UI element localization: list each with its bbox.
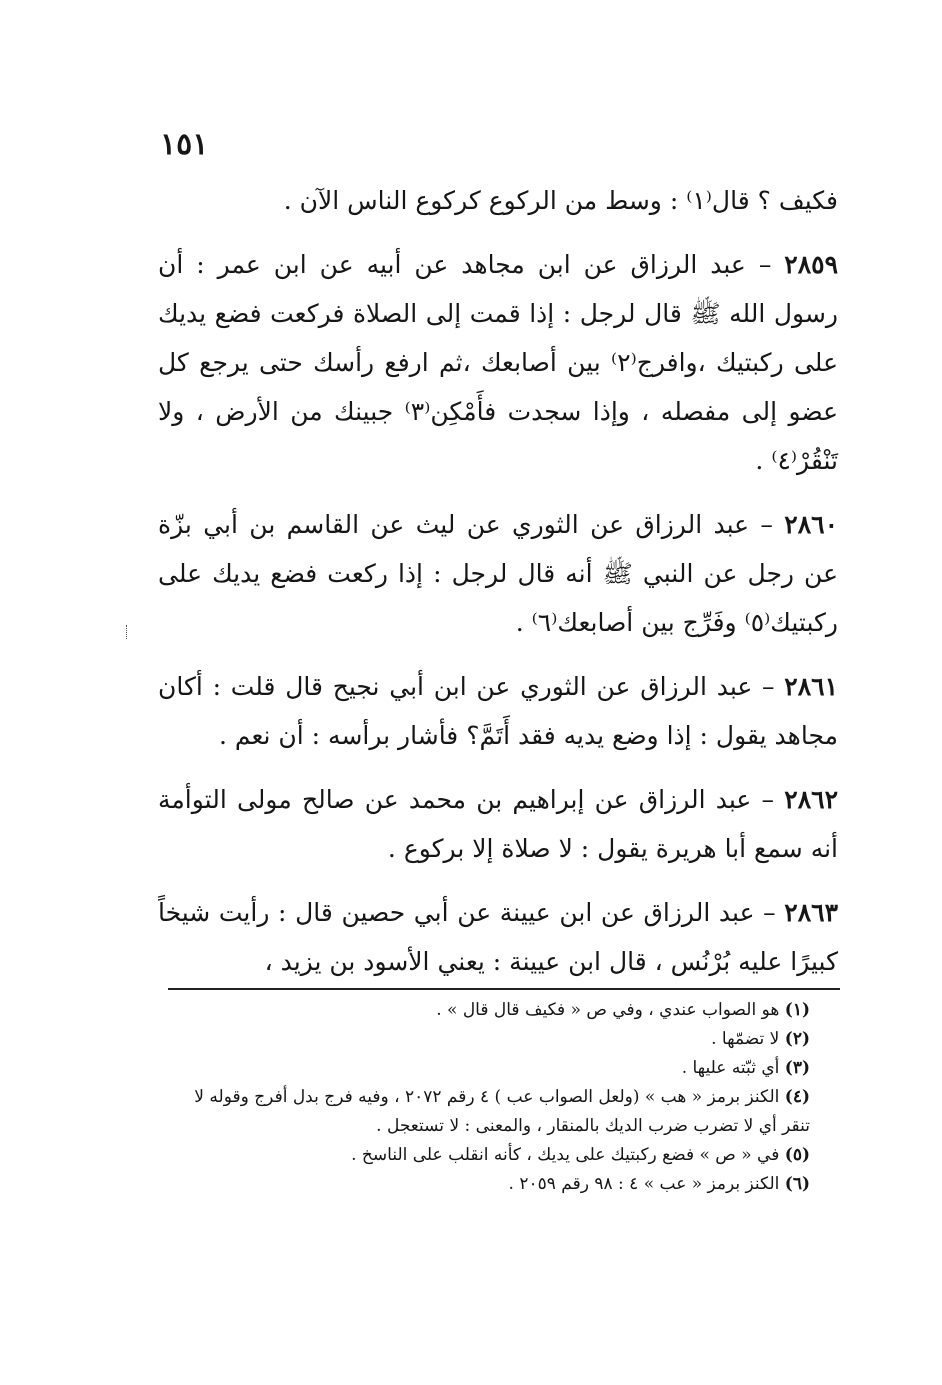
hadith-text: – عبد الرزاق عن إبراهيم بن محمد عن صالح مولى التوأمة أنه سمع أبا هريرة يقول : لا صلاة إلا بركوع . xyxy=(158,785,838,863)
hadith-entry-2859 xyxy=(158,240,838,485)
hadith-entry-2861 xyxy=(158,662,838,760)
footnote-5: (٥) في « ص » فضع ركبتيك على يديك ، كأنه انقلب على الناسخ . xyxy=(351,1145,810,1165)
hadith-number: ٢٨٦٠ xyxy=(784,510,838,539)
footnote-1: (١) هو الصواب عندي ، وفي ص « فكيف قال قال » . xyxy=(436,1000,810,1020)
hadith-text: – عبد الرزاق عن الثوري عن ابن أبي نجيح قال قلت : أكان مجاهد يقول : إذا وضع يديه فقد أَتَمَّ؟ فأشار برأسه : أن نعم . xyxy=(158,672,838,750)
margin-dot-mark xyxy=(126,625,129,639)
hadith-entry-2862 xyxy=(158,775,838,873)
intro-line: فكيف ؟ قال⁽١⁾ : وسط من الركوع كركوع الناس الآن . xyxy=(283,186,838,215)
hadith-number: ٢٨٥٩ xyxy=(784,250,838,279)
hadith-entry-2863 xyxy=(158,888,838,986)
hadith-number: ٢٨٦١ xyxy=(784,672,838,701)
hadith-number: ٢٨٦٣ xyxy=(784,898,838,927)
footnote-2: (٢) لا تضمّها . xyxy=(711,1029,810,1049)
hadith-text: – عبد الرزاق عن ابن عيينة عن أبي حصين قال : رأيت شيخاً كبيرًا عليه بُرْنُس ، قال ابن عيينة : يعني الأسود بن يزيد ، xyxy=(158,898,838,976)
hadith-text: – عبد الرزاق عن الثوري عن ليث عن القاسم بن أبي بزّة عن رجل عن النبي ﷺ أنه قال لرجل : إذا ركعت فضع يديك على ركبتيك⁽٥⁾ وفَرِّج بين أصابعك⁽٦⁾ . xyxy=(158,510,838,637)
footnotes xyxy=(168,996,840,1199)
page-number: ١٥١ xyxy=(160,127,209,162)
main-text xyxy=(158,176,838,1001)
hadith-text: – عبد الرزاق عن ابن مجاهد عن أبيه عن ابن عمر : أن رسول الله ﷺ قال لرجل : إذا قمت إلى الصلاة فركعت فضع يديك على ركبتيك ،وافرج⁽٢⁾ بين أصابعك ،ثم ارفع رأسك حتى يرجع كل عضو إلى مفصله ، وإذا سجدت فأَمْكِن⁽٣⁾ جبينك من الأرض ، ولا تَنْقُرْ⁽٤⁾ . xyxy=(158,250,838,475)
footnote-6: (٦) الكنز برمز « عب » ٤ : ٩٨ رقم ٢٠٥٩ . xyxy=(508,1174,810,1194)
footnote-4: (٤) الكنز برمز « هب » (ولعل الصواب عب ) ٤ رقم ٢٠٧٢ ، وفيه فرج بدل أفرج وقوله لا تنقر أي لا تضرب ضرب الديك بالمنقار ، والمعنى : لا تستعجل . xyxy=(194,1087,810,1136)
hadith-entry-2860 xyxy=(158,500,838,647)
hadith-number: ٢٨٦٢ xyxy=(784,785,838,814)
footnote-separator xyxy=(168,988,840,990)
footnote-3: (٣) أي ثبّته عليها . xyxy=(681,1058,810,1078)
